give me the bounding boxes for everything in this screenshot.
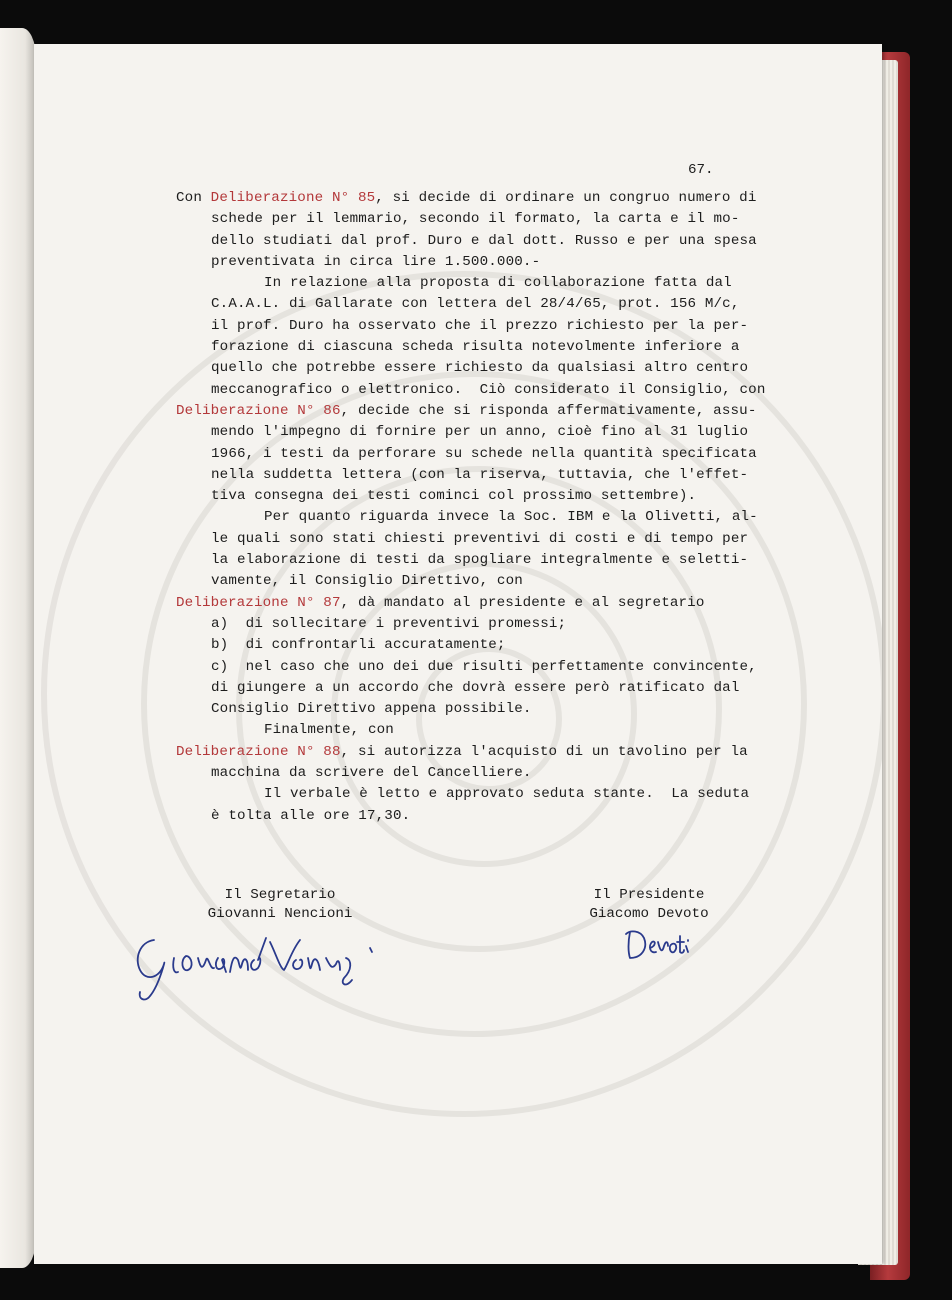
president-role: Il Presidente: [593, 887, 705, 903]
text-line: [176, 252, 796, 273]
text-segment: , decide che si risponda affermativamente, assu-: [340, 402, 757, 419]
text-line: [176, 614, 796, 635]
text-line: [176, 380, 796, 401]
secretary-role: Il Segretario: [224, 887, 336, 903]
text-line: [176, 806, 796, 827]
document-page: [34, 44, 882, 1264]
text-line: [176, 763, 796, 784]
text-segment: tiva consegna dei testi cominci col prossimo settembre).: [211, 488, 697, 505]
text-segment: le quali sono stati chiesti preventivi di costi e di tempo per: [211, 530, 749, 547]
president-name: Giacomo Devoto: [589, 906, 709, 922]
text-line: [176, 571, 796, 592]
text-segment: vamente, il Consiglio Direttivo, con: [211, 573, 523, 590]
text-line: [176, 784, 796, 805]
text-line: [176, 209, 796, 230]
text-line: [176, 188, 796, 209]
text-segment: di giungere a un accordo che dovrà essere però ratificato dal: [211, 679, 740, 696]
text-segment: il prof. Duro ha osservato che il prezzo richiesto per la per-: [211, 317, 749, 334]
text-line: [176, 465, 796, 486]
text-line: [176, 550, 796, 571]
text-segment: Finalmente, con: [264, 722, 394, 739]
president-signature-block: [584, 886, 714, 924]
secretary-handwritten-signature: [130, 924, 390, 1004]
text-line: [176, 635, 796, 656]
text-line: [176, 316, 796, 337]
text-segment: Il verbale è letto e approvato seduta stante. La seduta: [264, 786, 750, 803]
text-line: [176, 678, 796, 699]
text-line: [176, 444, 796, 465]
text-line: [176, 273, 796, 294]
text-segment: Per quanto riguarda invece la Soc. IBM e la Olivetti, al-: [264, 509, 758, 526]
text-segment: Con: [176, 190, 211, 206]
deliberation-reference: Deliberazione N° 86: [176, 402, 341, 419]
text-segment: , si decide di ordinare un congruo numero di: [375, 190, 757, 206]
deliberation-reference: Deliberazione N° 87: [176, 594, 341, 611]
text-segment: dello studiati dal prof. Duro e dal dott. Russo e per una spesa: [211, 232, 757, 249]
text-segment: c) nel caso che uno dei due risulti perfettamente convincente,: [211, 658, 757, 675]
text-segment: meccanografico o elettronico. Ciò considerato il Consiglio, con: [211, 381, 766, 398]
text-line: [176, 358, 796, 379]
text-segment: , dà mandato al presidente e al segretario: [340, 594, 705, 611]
text-line: [176, 699, 796, 720]
text-line: [176, 294, 796, 315]
deliberation-reference: Deliberazione N° 85: [210, 190, 376, 206]
text-segment: è tolta alle ore 17,30.: [211, 807, 411, 824]
text-segment: preventivata in circa lire 1.500.000.-: [211, 253, 541, 270]
text-segment: a) di sollecitare i preventivi promessi;: [211, 615, 567, 632]
text-segment: la elaborazione di testi da spogliare integralmente e seletti-: [211, 552, 749, 569]
text-segment: schede per il lemmario, secondo il formato, la carta e il mo-: [211, 211, 740, 228]
text-segment: nella suddetta lettera (con la riserva, tuttavia, che l'effet-: [211, 466, 749, 483]
text-line: [176, 486, 796, 507]
text-line: [176, 593, 796, 614]
president-handwritten-signature: [622, 924, 692, 964]
text-line: [176, 401, 796, 422]
secretary-name: Giovanni Nencioni: [207, 906, 353, 922]
left-facing-page: [0, 28, 36, 1268]
text-segment: quello che potrebbe essere richiesto da qualsiasi altro centro: [211, 360, 749, 377]
deliberation-reference: Deliberazione N° 88: [176, 743, 341, 760]
text-segment: In relazione alla proposta di collaborazione fatta dal: [264, 275, 732, 292]
text-segment: b) di confrontarli accuratamente;: [211, 637, 506, 654]
text-line: [176, 507, 796, 528]
text-line: [176, 337, 796, 358]
text-line: [176, 529, 796, 550]
text-line: [176, 657, 796, 678]
text-segment: Consiglio Direttivo appena possibile.: [211, 701, 532, 718]
text-segment: macchina da scrivere del Cancelliere.: [211, 765, 532, 782]
text-line: [176, 231, 796, 252]
text-segment: mendo l'impegno di fornire per un anno, cioè fino al 31 luglio: [211, 424, 749, 441]
text-segment: 1966, i testi da perforare su schede nella quantità specificata: [211, 445, 757, 462]
text-line: [176, 720, 796, 741]
text-line: [176, 422, 796, 443]
text-segment: , si autorizza l'acquisto di un tavolino per la: [340, 743, 748, 760]
text-line: [176, 742, 796, 763]
minutes-text: [176, 188, 796, 827]
text-segment: forazione di ciascuna scheda risulta notevolmente inferiore a: [211, 339, 740, 356]
page-number: 67.: [688, 162, 714, 178]
secretary-signature-block: [200, 886, 360, 924]
text-segment: C.A.A.L. di Gallarate con lettera del 28/4/65, prot. 156 M/c,: [211, 296, 740, 313]
